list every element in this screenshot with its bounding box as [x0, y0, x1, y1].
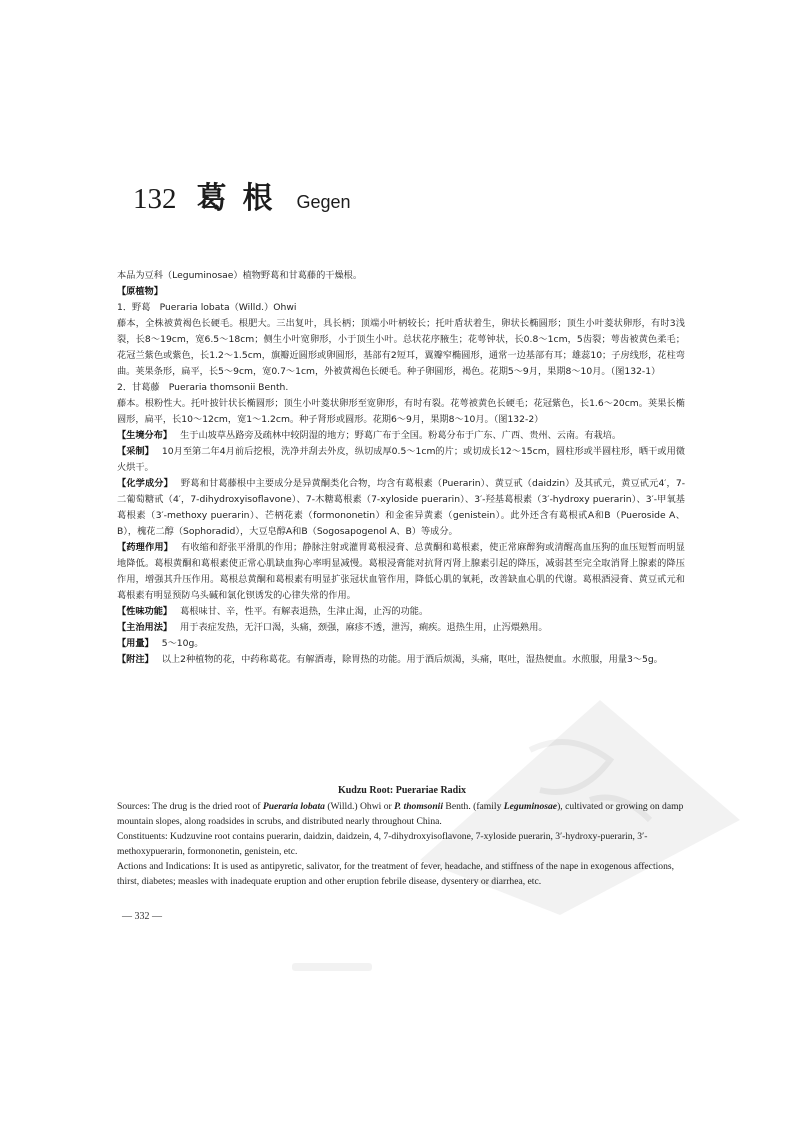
- english-actions: Actions and Indications: It is used as antipyretic, salivator, for the treatment of fever, headache, and stiffness of the nape in exogenous affections, thirst, diabetes; measles with inadequate eruption and other eruption febrile disease, dysentery or diarrhea, etc.: [117, 861, 674, 887]
- entry-name-chinese: 葛根: [196, 181, 289, 216]
- english-title: Kudzu Root: Puerariae Radix: [337, 785, 467, 796]
- section-habitat: 【生境分布】 生于山坡草丛路旁及疏林中较阴湿的地方；野葛广布于全国。粉葛分布于广东、广西、贵州、云南。有栽培。: [117, 430, 622, 441]
- scan-smudge: [292, 963, 372, 971]
- species-2-title: 2．甘葛藤 Pueraria thomsonii Benth.: [117, 382, 289, 393]
- intro-paragraph: 本品为豆科（Leguminosae）植物野葛和甘葛藤的干燥根。: [117, 270, 363, 281]
- english-summary: [117, 783, 687, 889]
- section-collection: 【采制】 10月至第二年4月前后挖根，洗净并刮去外皮，纵切成厚0.5～1cm的片；或切成长12～15cm，圆柱形或半圆柱形，晒干或用微火烘干。: [117, 446, 686, 473]
- section-usage: 【主治用法】 用于表症发热，无汗口渴，头痛，颈强，麻疹不透，泄泻，痢疾。退热生用，止泻煨熟用。: [117, 622, 548, 633]
- page-title: [133, 173, 351, 217]
- species-2-description: 藤本。根粉性大。托叶披针状长椭圆形；顶生小叶菱状卵形至宽卵形，有时有裂。花萼被黄色长硬毛；花冠紫色，长1.6～20cm。荚果长椭圆形，扁平，长10～12cm，宽1～1.2cm。种子肾形或圆形。花期6～9月，果期8～10月。（图132-2）: [117, 398, 685, 425]
- section-pharmacology: 【药理作用】 有收缩和舒张平滑肌的作用；静脉注射或灌胃葛根浸膏、总黄酮和葛根素，使正常麻醉狗或清醒高血压狗的血压短暂而明显地降低。葛根黄酮和葛根素使正常心肌缺血狗心率明显减慢。葛根浸膏能对抗肾丙肾上腺素引起的降压，减弱甚至完全取消肾上腺素的降压作用，增强其升压作用。葛根总黄酮和葛根素有明显扩张冠状血管作用，降低心肌的氧耗，改善缺血心肌的代谢。葛根酒浸膏、黄豆甙元和葛根素有明显预防乌头碱和氯化钡诱发的心律失常的作用。: [117, 542, 685, 601]
- section-heading-plant: 【原植物】: [117, 286, 163, 297]
- section-chemistry: 【化学成分】 野葛和甘葛藤根中主要成分是异黄酮类化合物，均含有葛根素（Puerarin）、黄豆甙（daidzin）及其甙元，黄豆甙元4′，7-二葡萄糖甙（4′，7-dihydroxyisoflavone）、7-木糖葛根素（7-xyloside puerarin）、3′-羟基葛根素（3′-hydroxy puerarin）、3′-甲氧基葛根素（3′-methoxy puerarin）、芒柄花素（formononetin）和金雀异黄素（genistein）。此外还含有葛根甙A和B（Pueroside A、B），槐花二醇（Sophoradid），大豆皂醇A和B（Sogosapogenol A、B）等成分。: [117, 478, 686, 537]
- page-number: — 332 —: [122, 911, 162, 922]
- entry-number: 132: [133, 183, 177, 215]
- section-nature: 【性味功能】 葛根味甘、辛，性平。有解表退热，生津止渴，止泻的功能。: [117, 606, 429, 617]
- section-dosage: 【用量】 5～10g。: [117, 638, 204, 649]
- species-1-title: 1．野葛 Pueraria lobata（Willd.）Ohwi: [117, 302, 297, 313]
- section-note: 【附注】 以上2种植物的花，中药称葛花。有解酒毒，除胃热的功能。用于酒后烦渴，头痛，呕吐，湿热便血。水煎服，用量3～5g。: [117, 654, 663, 665]
- english-constituents: Constituents: Kudzuvine root contains puerarin, daidzin, daidzein, 4, 7-dihydroxyisoflavone, 7-xyloside puerarin, 3′-hydroxy-puerarin, 3′-methoxypuerarin, formononetin, genistein, etc.: [117, 831, 648, 857]
- entry-name-pinyin: Gegen: [296, 192, 351, 212]
- chinese-body: [117, 268, 685, 668]
- english-sources: Sources: The drug is the dried root of Pueraria lobata (Willd.) Ohwi or P. thomsonii Benth. (family Leguminosae), cultivated or growing on damp mountain slopes, along roadsides in scrubs, and distributed nearly throughout China.: [117, 801, 684, 827]
- species-1-description: 藤本，全株被黄褐色长硬毛。根肥大。三出复叶，具长柄；顶端小叶柄较长；托叶盾状着生，卵状长椭圆形；顶生小叶菱状卵形，有时3浅裂，长8～19cm，宽6.5～18cm；侧生小叶宽卵形，小于顶生小叶。总状花序腋生；花萼钟状，长0.8～1cm，5齿裂；萼齿被黄色柔毛；花冠兰紫色或紫色，长1.2～1.5cm，旗瓣近圆形或卵圆形，基部有2短耳，翼瓣窄椭圆形，通常一边基部有耳；雄蕊10；子房线形，花柱弯曲。荚果条形，扁平，长5～9cm，宽0.7～1cm，外被黄褐色长硬毛。种子卵圆形，褐色。花期5～9月，果期8～10月。（图132-1）: [117, 318, 685, 377]
